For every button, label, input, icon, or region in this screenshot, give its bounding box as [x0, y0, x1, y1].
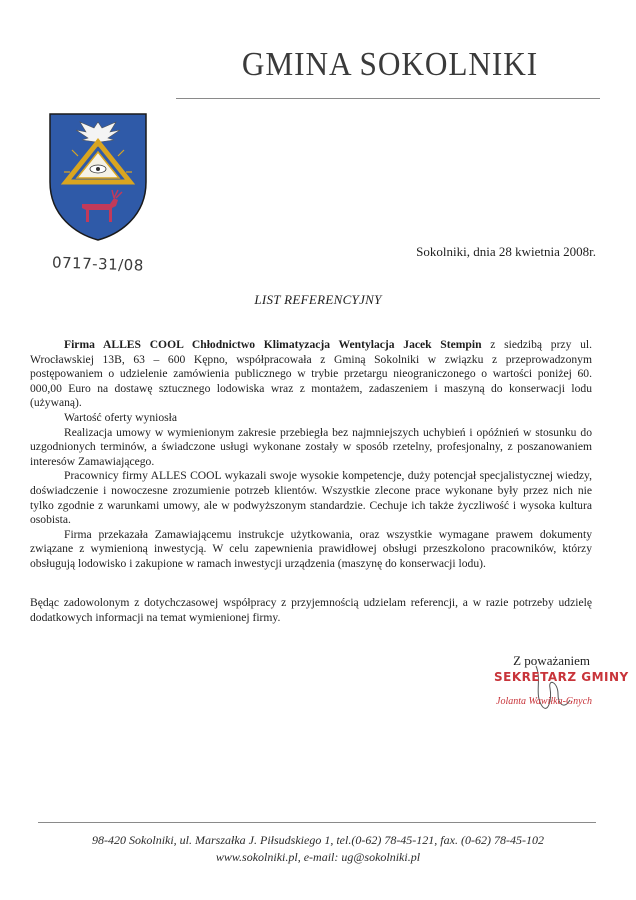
company-name: Firma ALLES COOL Chłodnictwo Klimatyzacja Wentylacja Jacek Stempin — [64, 338, 482, 351]
paragraph-company — [30, 338, 592, 411]
footer-divider — [38, 822, 596, 823]
regards-line: Z poważaniem — [513, 653, 590, 668]
closing-paragraph: Będąc zadowolonym z dotychczasowej współpracy z przyjemnością udzielam referencji, a w razie potrzeby udzielę dodatkowych informacji na temat wymienionej firmy. — [30, 596, 592, 624]
footer-address: 98-420 Sokolniki, ul. Marszałka J. Piłsudskiego 1, tel.(0-62) 78-45-121, fax. (0-62) 78-45-102 — [92, 833, 544, 847]
page-title: GMINA SOKOLNIKI — [241, 46, 539, 83]
stamp-title: SEKRETARZ GMINY — [494, 670, 629, 684]
paragraph-handover: Firma przekazała Zamawiającemu instrukcje użytkowania, oraz wszystkie wymagane prawem dokumenty związane z wymienioną inwestycją. W celu zapewnienia prawidłowej obsługi przeszkolono pracowników, którzy obsługują lodowisko i zakupione w ramach inwestycji urządzenia (maszynę do konserwacji lodu). — [30, 527, 592, 570]
handwritten-reference: 0717-31/08 — [51, 253, 145, 275]
paragraph-company-text: z siedzibą przy ul. Wrocławskiej 13B, 63 – 600 Kępno, współpracowała z Gminą Sokolniki w związku z przeprowadzonym postępowaniem o udzielenie zamówienia publicznego w trybie przetargu nieograniczonego o wartości poniżej 60. 000,00 Euro na dostawę sztucznego lodowiska wraz z montażem, zadaszeniem i maszyną do konserwacji lodu (używaną). — [30, 338, 592, 410]
date-line: Sokolniki, dnia 28 kwietnia 2008r. — [416, 244, 596, 259]
letter-body — [30, 338, 592, 572]
handwritten-signature-icon — [528, 660, 578, 720]
paragraph-offer-value: Wartość oferty wyniosła — [64, 410, 178, 424]
paragraph-staff: Pracownicy firmy ALLES COOL wykazali swoje wysokie kompetencje, duży potencjał specjalistycznej wiedzy, doświadczenie i nowoczesne zrozumienie potrzeb klientów. Wszystkie zlecone prace wykonane były przez nich nie tylko zgodnie z warunkami umowy, ale w podwyższonym standardzie. Cechuje ich także życzliwość i wysoka kultura osobista. — [30, 469, 592, 527]
paragraph-realization: Realizacja umowy w wymienionym zakresie przebiegła bez najmniejszych uchybień i opóźnień w stosunku do uzgodnionych terminów, a świadczone usługi wykonane zostały w sposób rzetelny, profesjonalny, z poszanowaniem interesów Zamawiającego. — [30, 425, 592, 468]
coat-of-arms-icon — [48, 112, 148, 242]
document-heading: LIST REFERENCYJNY — [254, 292, 382, 307]
stamp-signer-name: Jolanta Wawiłka-Gnych — [496, 696, 593, 707]
title-divider — [176, 98, 600, 99]
footer — [0, 832, 636, 866]
footer-web: www.sokolniki.pl, e-mail: ug@sokolniki.pl — [215, 850, 421, 864]
